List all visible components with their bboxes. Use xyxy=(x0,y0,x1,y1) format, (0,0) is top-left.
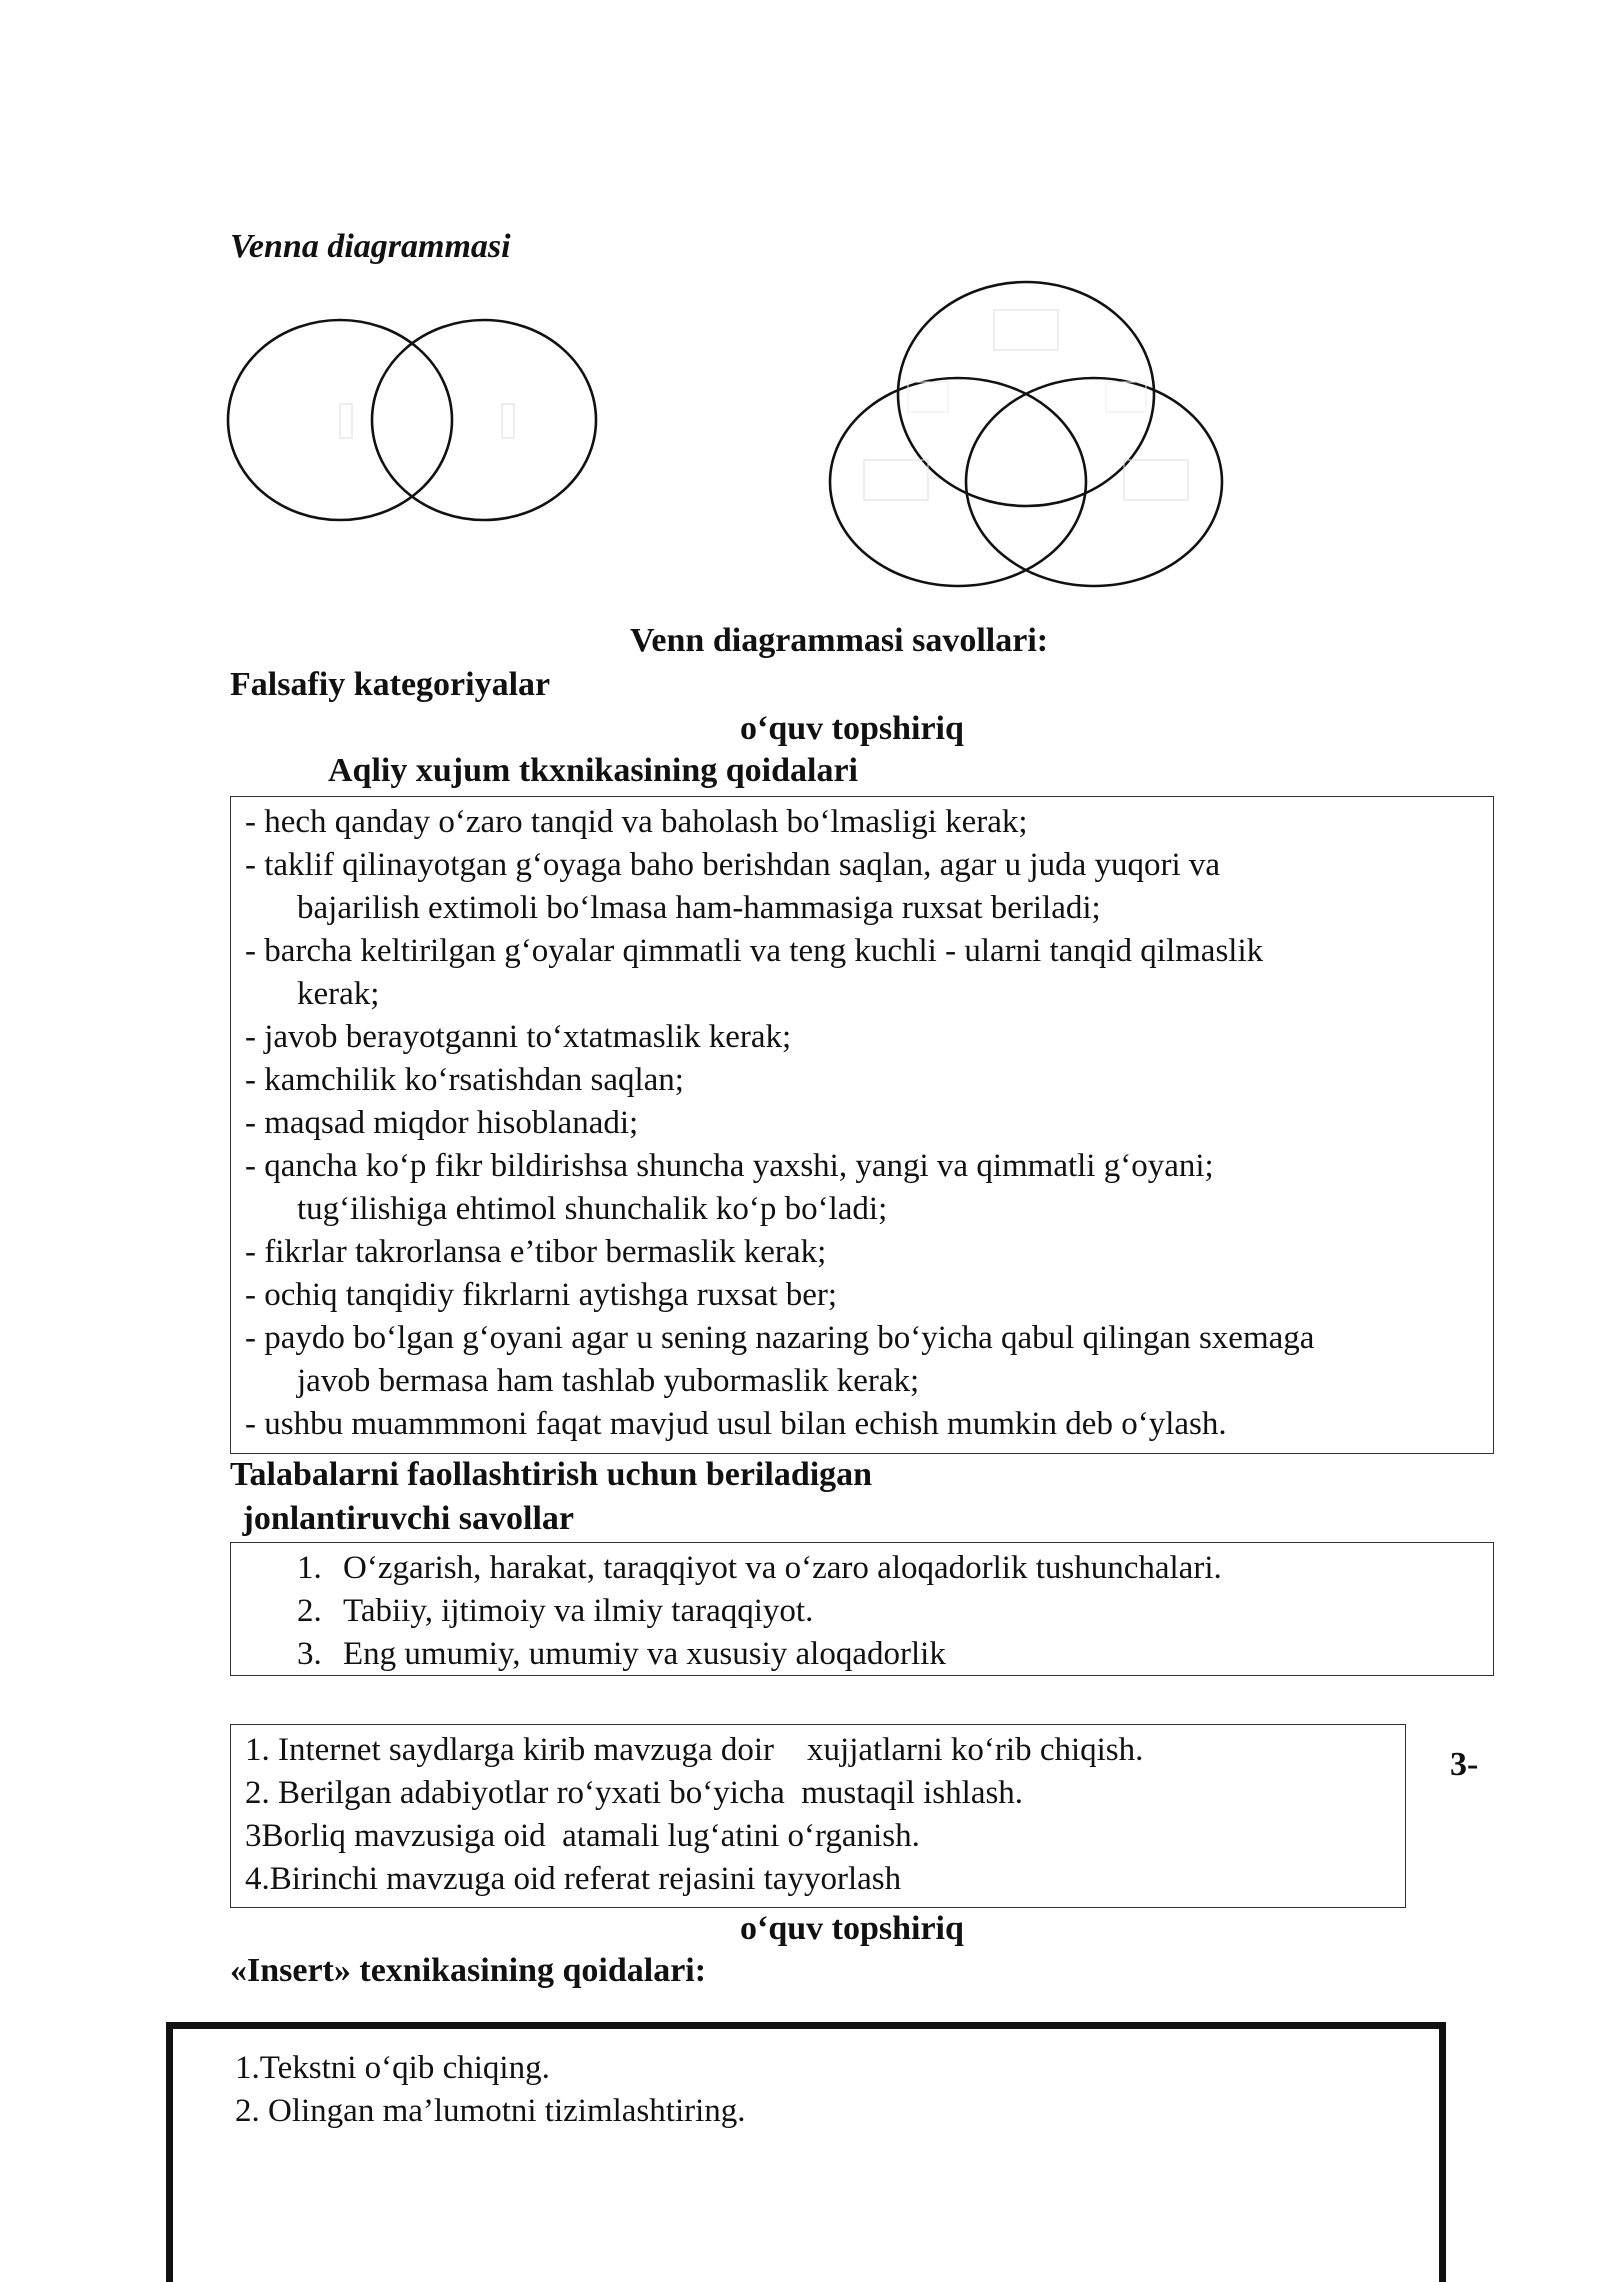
activation-question-number: 1. xyxy=(297,1550,322,1586)
brainstorm-rule xyxy=(245,1145,1479,1231)
brainstorm-rule-line2: kerak; xyxy=(297,976,380,1012)
activation-question-text: O‘zgarish, harakat, taraqqiyot va o‘zaro aloqadorlik tushunchalari. xyxy=(343,1550,1222,1586)
brainstorm-rule-line1: - barcha keltirilgan g‘oyalar qimmatli va teng kuchli - ularni tanqid qilmaslik xyxy=(245,933,1264,969)
task-heading-2: o‘quv topshiriq xyxy=(740,1910,964,1947)
activation-question xyxy=(297,1590,1493,1633)
brainstorm-rule xyxy=(245,1016,1479,1059)
brainstorm-rule xyxy=(245,1102,1479,1145)
two-circle-venn-diagram xyxy=(228,312,628,532)
task-item: 3Borliq mavzusiga oid atamali lug‘atini o‘rganish. xyxy=(245,1818,920,1854)
brainstorm-rule xyxy=(245,930,1479,1016)
activation-question-text: Tabiiy, ijtimoiy va ilmiy taraqqiyot. xyxy=(343,1593,814,1629)
brainstorm-rule-line1: - hech qanday o‘zaro tanqid va baholash bo‘lmasligi kerak; xyxy=(245,804,1028,840)
activation-question-number: 2. xyxy=(297,1593,322,1629)
venn-bottom-left-circle xyxy=(830,378,1086,586)
brainstorm-rule-line1: - paydo bo‘lgan g‘oyani agar u sening nazaring bo‘yicha qabul qilingan sxemaga xyxy=(245,1320,1315,1356)
category-heading: Falsafiy kategoriyalar xyxy=(230,666,551,703)
three-circle-venn-diagram xyxy=(816,282,1236,582)
brainstorm-rule-line2: javob bermasa ham tashlab yubormaslik kerak; xyxy=(297,1363,920,1399)
brainstorm-rule-line1: - fikrlar takrorlansa e’tibor bermaslik kerak; xyxy=(245,1234,827,1270)
brainstorm-rule-line1: - ochiq tanqidiy fikrlarni aytishga ruxsat ber; xyxy=(245,1277,838,1313)
task-item: 2. Berilgan adabiyotlar ro‘yxati bo‘yicha mustaqil ishlash. xyxy=(245,1775,1024,1811)
activation-questions-list xyxy=(297,1547,1493,1676)
insert-rules-box xyxy=(166,2022,1446,2282)
brainstorm-rules-box xyxy=(230,796,1494,1454)
brainstorm-rule-line2: bajarilish extimoli bo‘lmasa ham-hammasiga ruxsat beriladi; xyxy=(297,890,1101,926)
brainstorm-heading: Aqliy xujum tkxnikasining qoidalari xyxy=(328,752,859,789)
brainstorm-rule xyxy=(245,1403,1479,1446)
venn-bottom-right-circle xyxy=(966,378,1222,586)
brainstorm-rule xyxy=(245,1274,1479,1317)
insert-rules-list xyxy=(235,2047,1439,2133)
brainstorm-rule-line1: - ushbu muammmoni faqat mavjud usul bilan echish mumkin deb o‘ylash. xyxy=(245,1406,1227,1442)
insert-heading: «Insert» texnikasining qoidalari: xyxy=(230,1952,707,1989)
brainstorm-rule xyxy=(245,1231,1479,1274)
activation-heading-line1: Talabalarni faollashtirish uchun beriladigan xyxy=(230,1456,873,1493)
insert-rule: 1.Tekstni o‘qib chiqing. xyxy=(235,2050,550,2086)
task-item: 4.Birinchi mavzuga oid referat rejasini tayyorlash xyxy=(245,1861,902,1897)
tasks-list xyxy=(245,1729,1405,1901)
activation-questions-box xyxy=(230,1542,1494,1676)
activation-question-text: Eng umumiy, umumiy va xususiy aloqadorlik xyxy=(343,1636,946,1672)
brainstorm-rule-line1: - qancha ko‘p fikr bildirishsa shuncha yaxshi, yangi va qimmatli g‘oyani; xyxy=(245,1148,1214,1184)
brainstorm-rule-line1: - javob berayotganni to‘xtatmaslik kerak; xyxy=(245,1019,792,1055)
activation-heading-line2: jonlantiruvchi savollar xyxy=(234,1500,575,1537)
tasks-box xyxy=(230,1724,1406,1908)
task-heading-1: o‘quv topshiriq xyxy=(740,710,964,747)
venn-right-circle xyxy=(372,320,596,520)
brainstorm-rules-list xyxy=(245,801,1479,1446)
brainstorm-rule-line1: - taklif qilinayotgan g‘oyaga baho berishdan saqlan, agar u juda yuqori va xyxy=(245,847,1221,883)
brainstorm-rule-line1: - kamchilik ko‘rsatishdan saqlan; xyxy=(245,1062,684,1098)
activation-question-number: 3. xyxy=(297,1636,322,1672)
brainstorm-rule xyxy=(245,844,1479,930)
brainstorm-rule-line1: - maqsad miqdor hisoblanadi; xyxy=(245,1105,639,1141)
brainstorm-rule xyxy=(245,801,1479,844)
venn-title: Venna diagrammasi xyxy=(230,228,511,265)
venn-questions-heading: Venn diagrammasi savollari: xyxy=(630,622,1049,659)
insert-rule: 2. Olingan ma’lumotni tizimlashtiring. xyxy=(235,2093,746,2129)
brainstorm-rule-line2: tug‘ilishiga ehtimol shunchalik ko‘p bo‘ladi; xyxy=(297,1191,888,1227)
side-page-number: 3- xyxy=(1450,1746,1479,1783)
activation-question xyxy=(297,1633,1493,1676)
activation-question xyxy=(297,1547,1493,1590)
task-item: 1. Internet saydlarga kirib mavzuga doir xujjatlarni ko‘rib chiqish. xyxy=(245,1732,1144,1768)
brainstorm-rule xyxy=(245,1059,1479,1102)
brainstorm-rule xyxy=(245,1317,1479,1403)
